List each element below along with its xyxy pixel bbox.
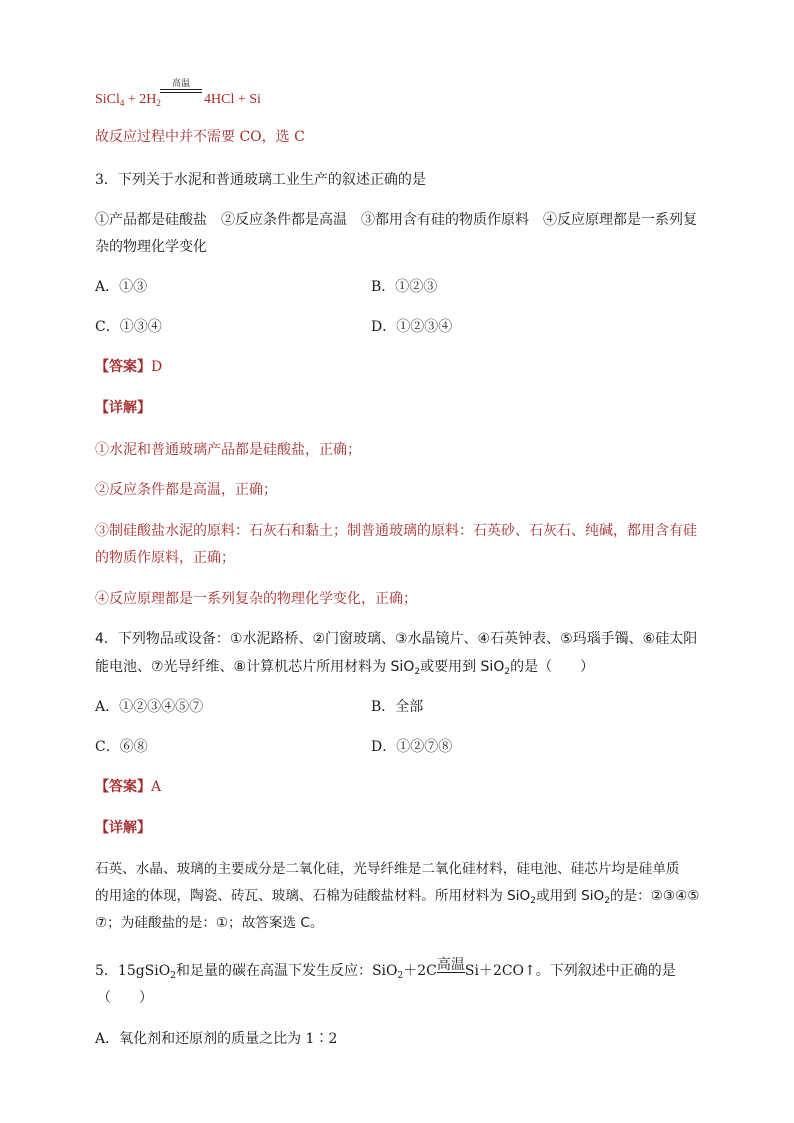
q4-stem-2 (95, 657, 594, 677)
q4-stem-2-pre: 能电池、⑦光导纤维、⑧计算机芯片所用材料为 SiO (95, 659, 415, 675)
q5-stem-sub1: 2 (170, 971, 176, 981)
q5-option-a: A．氧化剂和还原剂的质量之比为 1∶2 (95, 1031, 338, 1047)
q5-stem-d: Si＋2CO↑。下列叙述中正确的是 (464, 963, 676, 979)
q4-stem-1: 4．下列物品或设备：①水泥路桥、②门窗玻璃、③水晶镜片、④石英钟表、⑤玛瑙手镯、⑥硅太阳 (95, 631, 698, 647)
eq1-right: 4HCl + Si (204, 92, 261, 107)
eq1-bar-bottom (160, 92, 202, 93)
q3-detail-1: ①水泥和普通玻璃产品都是硅酸盐，正确； (95, 442, 361, 458)
q3-detail-3a: ③制硅酸盐水泥的原料：石灰石和黏土；制普通玻璃的原料：石英砂、石灰石、纯碱，都用含有硅 (95, 523, 697, 539)
q3-option-b: B．①②③ (371, 279, 438, 295)
q5-stem-sub2: 2 (397, 971, 404, 981)
q5-stem (95, 957, 676, 981)
conclusion: 故反应过程中并不需要 CO，选 C (95, 129, 305, 145)
q4-explain-2-sub: 2 (530, 896, 536, 906)
q3-statements-2: 杂的物理化学变化 (95, 239, 207, 255)
q4-option-c: C．⑥⑧ (95, 739, 148, 755)
q3-detail-4: ④反应原理都是一系列复杂的物理化学变化，正确； (95, 591, 417, 607)
q5-stem-a: 5．15gSiO (95, 963, 171, 979)
q4-option-a: A．①②③④⑤⑦ (95, 699, 204, 715)
q4-answer (95, 777, 161, 797)
eq1-condition: 高温 (172, 79, 191, 89)
eq1-sub1: 4 (119, 98, 125, 108)
q3-answer-label: 【答案】 (95, 359, 151, 375)
q3-detail-2: ②反应条件都是高温，正确； (95, 482, 277, 498)
equation-1 (95, 90, 161, 110)
eq1-bar-top (160, 89, 202, 90)
q3-option-a: A．①③ (95, 279, 148, 295)
q4-stem-2-sub: 2 (414, 667, 421, 677)
q3-answer-value: D (151, 359, 163, 375)
q4-detail-label: 【详解】 (95, 820, 151, 836)
q3-option-d: D．①②③④ (371, 319, 453, 335)
q4-explain-2-sub2: 2 (604, 896, 610, 906)
q5-stem-b: 和足量的碳在高温下发生反应：SiO (175, 963, 398, 979)
q4-explain-3: ⑦；为硅酸盐的是：①；故答案选 C。 (95, 915, 324, 931)
q4-stem-2-mid: 或要用到 SiO (420, 659, 505, 675)
q5-paren: （ ） (97, 990, 153, 1006)
q4-explain-1: 石英、水晶、玻璃的主要成分是二氧化硅，光导纤维是二氧化硅材料，硅电池、硅芯片均是硅单质 (95, 861, 680, 877)
q3-detail-label: 【详解】 (95, 400, 151, 416)
q4-stem-2-post: 的是（ ） (510, 659, 595, 675)
q3-stem: 3．下列关于水泥和普通玻璃工业生产的叙述正确的是 (95, 172, 426, 188)
eq1-sub2: 2 (156, 98, 161, 108)
q4-explain-2-mid: 或用到 SiO (535, 888, 605, 904)
q4-answer-label: 【答案】 (95, 779, 151, 795)
q3-answer (95, 357, 162, 377)
q3-statements-1: ①产品都是硅酸盐 ②反应条件都是高温 ③都用含有硅的物质作原料 ④反应原理都是一系列复 (95, 212, 697, 228)
q3-detail-3b: 的物质作原料，正确； (95, 550, 235, 566)
q4-explain-2-pre: 的用途的体现，陶瓷、砖瓦、玻璃、石棉为硅酸盐材料。所用材料为 SiO (95, 888, 531, 904)
q4-answer-value: A (151, 779, 162, 795)
q4-stem-2-sub2: 2 (504, 667, 511, 677)
q4-explain-2 (95, 886, 699, 906)
q5-condition: 高温 (436, 957, 465, 973)
q4-option-d: D．①②⑦⑧ (371, 739, 453, 755)
q3-option-c: C．①③④ (95, 319, 162, 335)
q4-option-b: B．全部 (371, 699, 424, 715)
q5-stem-c: ＋2C (403, 963, 437, 979)
eq1-left: SiCl (95, 92, 120, 107)
q4-explain-2-post: 的是：②③④⑤ (609, 888, 700, 904)
eq1-plus: + 2H (124, 92, 157, 107)
